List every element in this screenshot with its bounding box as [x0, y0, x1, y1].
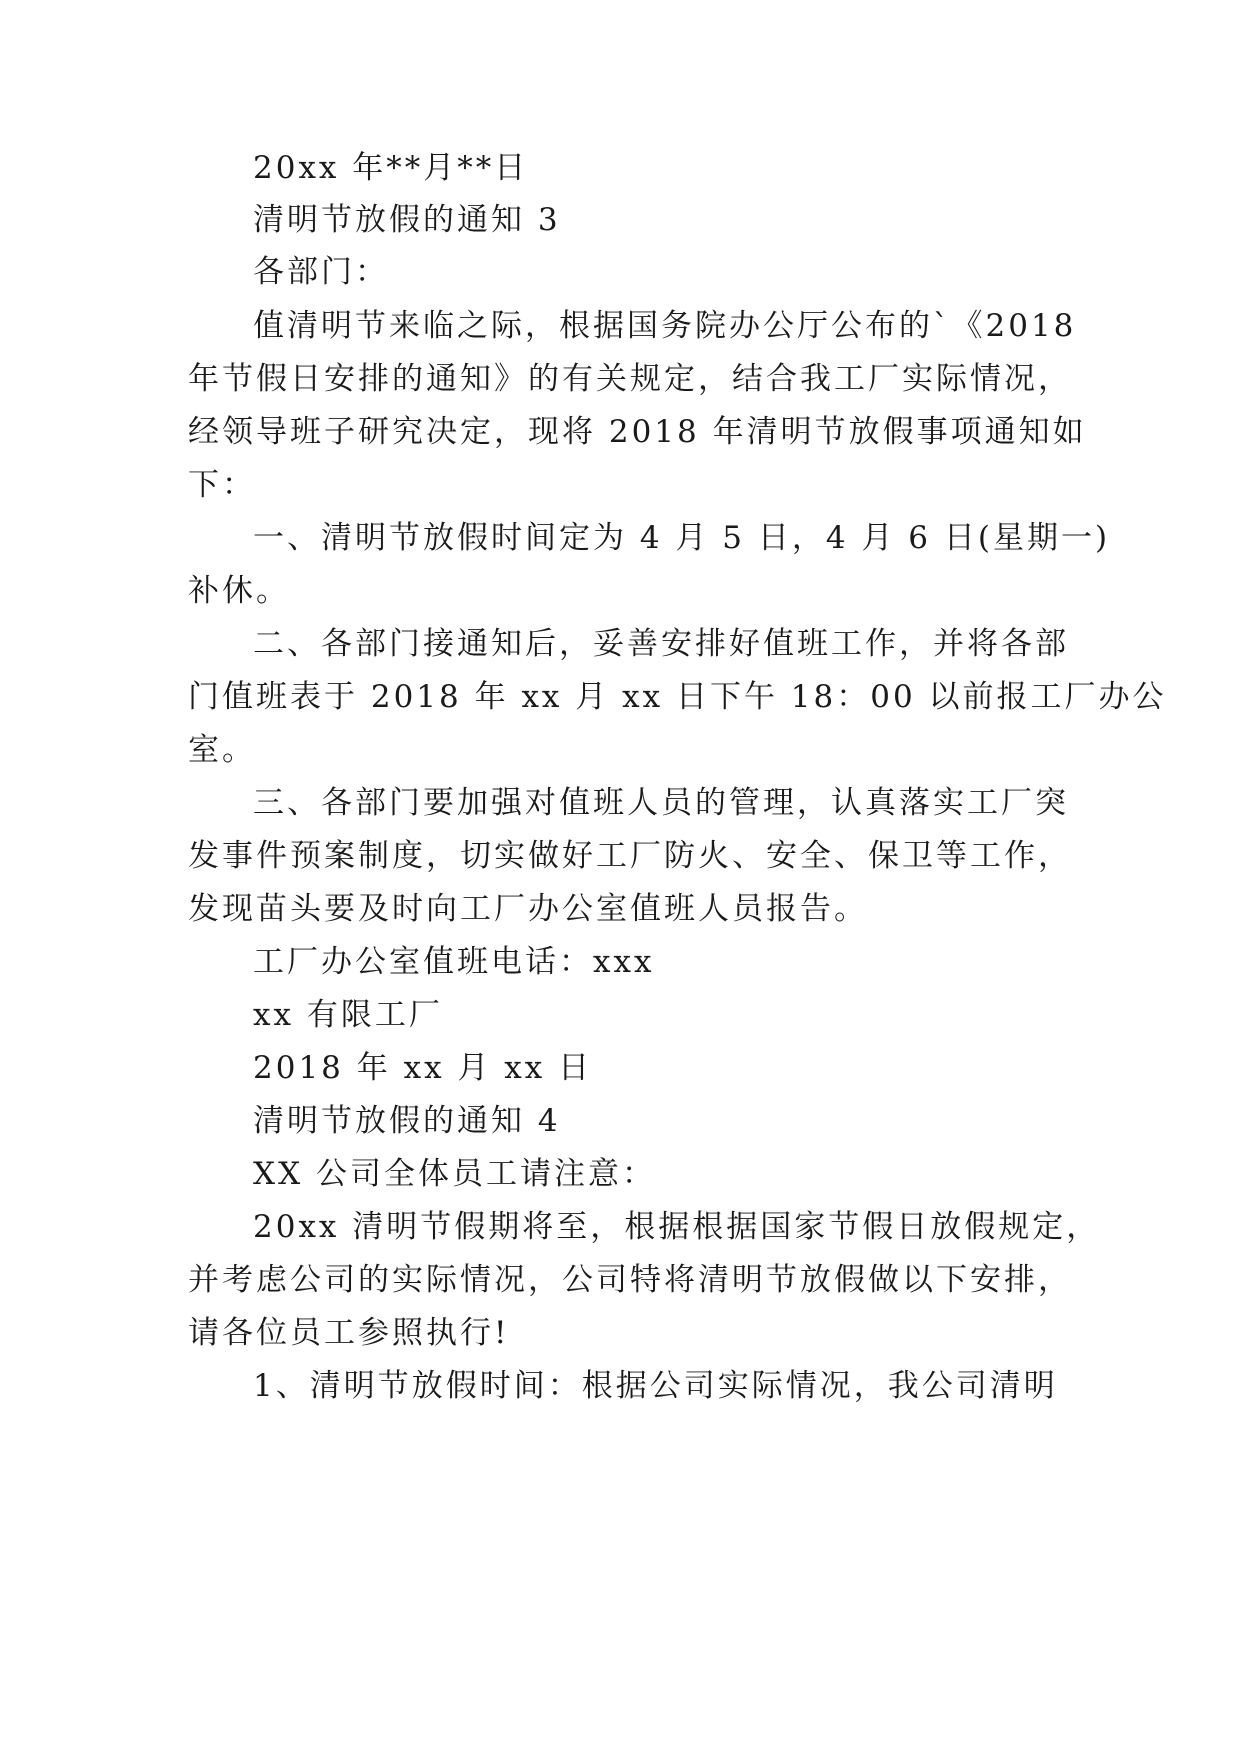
- salutation: XX 公司全体员工请注意：: [253, 1156, 656, 1192]
- signature-company: xx 有限工厂: [253, 997, 443, 1033]
- notice-title-3: 清明节放假的通知 3: [253, 202, 561, 238]
- body-line: 一、清明节放假时间定为 4 月 5 日，4 月 6 日(星期一): [253, 520, 1111, 556]
- body-line: 发事件预案制度，切实做好工厂防火、安全、保卫等工作，: [188, 838, 1072, 874]
- date-line: 20xx 年**月**日: [253, 150, 529, 186]
- body-line: 1、清明节放假时间：根据公司实际情况，我公司清明: [253, 1368, 1058, 1404]
- body-line: 门值班表于 2018 年 xx 月 xx 日下午 18：00 以前报工厂办公: [188, 679, 1167, 715]
- body-line: 请各位员工参照执行!: [188, 1315, 510, 1351]
- notice-title-4: 清明节放假的通知 4: [253, 1103, 561, 1139]
- body-line: 值清明节来临之际，根据国务院办公厅公布的`《2018: [253, 308, 1077, 344]
- body-line: 补休。: [188, 573, 290, 609]
- body-line: 下：: [188, 467, 256, 503]
- body-line: 室。: [188, 732, 256, 768]
- signature-date: 2018 年 xx 月 xx 日: [253, 1050, 593, 1086]
- salutation: 各部门：: [253, 254, 389, 290]
- body-line: 三、各部门要加强对值班人员的管理，认真落实工厂突: [253, 785, 1069, 821]
- body-line: 20xx 清明节假期将至，根据根据国家节假日放假规定，: [253, 1209, 1101, 1245]
- body-line: 发现苗头要及时向工厂办公室值班人员报告。: [188, 891, 868, 927]
- body-line: 并考虑公司的实际情况，公司特将清明节放假做以下安排，: [188, 1262, 1072, 1298]
- body-line: 二、各部门接通知后，妥善安排好值班工作，并将各部: [253, 626, 1069, 662]
- body-line: 经领导班子研究决定，现将 2018 年清明节放假事项通知如: [188, 414, 1087, 450]
- phone-line: 工厂办公室值班电话：xxx: [253, 944, 655, 980]
- body-line: 年节假日安排的通知》的有关规定，结合我工厂实际情况，: [188, 361, 1072, 397]
